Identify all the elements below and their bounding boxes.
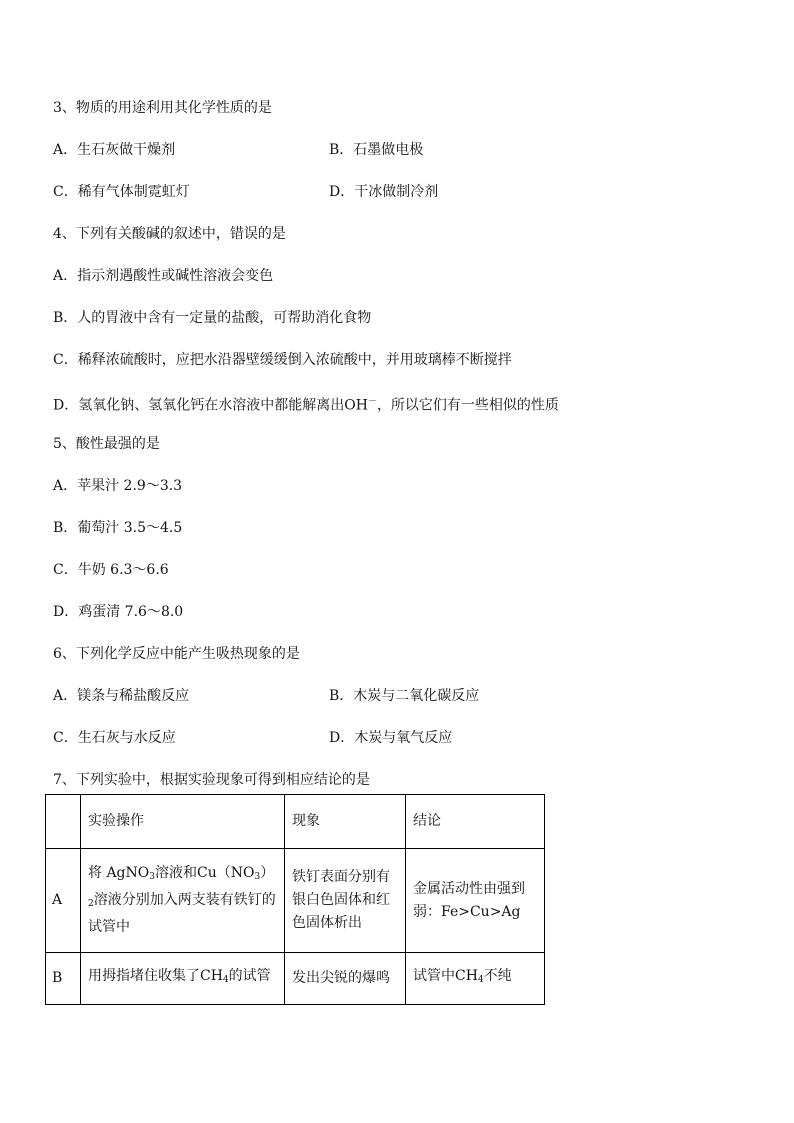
q6-option-d: D．木炭与氧气反应 (329, 730, 453, 746)
header-cell-operation: 实验操作 (81, 795, 285, 849)
q4-option-b: B．人的胃液中含有一定量的盐酸，可帮助消化食物 (53, 310, 372, 326)
op-text: 溶液和Cu（NO (154, 865, 255, 881)
table-header-row (46, 795, 545, 849)
conclusion-cell (406, 953, 545, 1005)
phenomenon-cell: 发出尖锐的爆鸣 (285, 953, 406, 1005)
table-row (46, 849, 545, 953)
table-row (46, 953, 545, 1005)
header-cell-conclusion: 结论 (406, 795, 545, 849)
superscript-charge: － (367, 397, 377, 407)
conc-text: 不纯 (483, 968, 512, 984)
row-label: B (46, 953, 81, 1005)
question-3-stem: 3、物质的用途利用其化学性质的是 (53, 100, 272, 116)
q3-option-c: C．稀有气体制霓虹灯 (53, 184, 190, 200)
op-text: 将 AgNO (88, 865, 150, 881)
q5-option-b: B．葡萄汁 3.5～4.5 (53, 520, 183, 536)
q4-option-d-tail: ，所以它们有一些相似的性质 (376, 397, 559, 414)
conclusion-cell: 金属活动性由强到弱：Fe>Cu>Ag (406, 849, 545, 953)
question-6-stem: 6、下列化学反应中能产生吸热现象的是 (53, 646, 300, 662)
op-text: ） (260, 865, 275, 881)
q4-option-c: C．稀释浓硫酸时，应把水沿器壁缓缓倒入浓硫酸中，并用玻璃棒不断搅拌 (53, 352, 512, 368)
subscript: 4 (477, 975, 484, 985)
subscript: 2 (88, 899, 94, 909)
question-4-stem: 4、下列有关酸碱的叙述中，错误的是 (53, 226, 286, 242)
conc-text: 试管中CH (413, 968, 478, 984)
header-cell-phenomenon: 现象 (285, 795, 406, 849)
subscript: 3 (254, 872, 261, 882)
header-cell-blank (46, 795, 81, 849)
q3-option-d: D．干冰做制冷剂 (329, 184, 439, 200)
q4-option-d (53, 393, 559, 415)
q5-option-c: C．牛奶 6.3～6.6 (53, 562, 169, 578)
experiment-table (45, 794, 545, 1005)
subscript: 4 (222, 975, 229, 985)
phenomenon-cell: 铁钉表面分别有银白色固体和红色固体析出 (285, 849, 406, 953)
q4-option-d-text: D．氢氧化钠、氢氧化钙在水溶液中都能解离出OH (53, 397, 368, 414)
q5-option-a: A．苹果汁 2.9～3.3 (53, 478, 183, 494)
op-text: 用拇指堵住收集了CH (88, 968, 223, 984)
q6-option-c: C．生石灰与水反应 (53, 730, 176, 746)
question-5-stem: 5、酸性最强的是 (53, 436, 160, 452)
q6-option-b: B．木炭与二氧化碳反应 (329, 688, 480, 704)
op-text: 溶液分别加入两支装有铁钉的试管中 (88, 892, 276, 935)
row-label: A (46, 849, 81, 953)
q3-option-a: A．生石灰做干燥剂 (53, 142, 176, 158)
q5-option-d: D．鸡蛋清 7.6～8.0 (53, 604, 184, 620)
question-7-stem: 7、下列实验中，根据实验现象可得到相应结论的是 (53, 772, 370, 788)
operation-cell (81, 849, 285, 953)
q6-option-a: A．镁条与稀盐酸反应 (53, 688, 190, 704)
q4-option-a: A．指示剂遇酸性或碱性溶液会变色 (53, 268, 274, 284)
subscript: 3 (149, 872, 155, 882)
q3-option-b: B．石墨做电极 (329, 142, 424, 158)
operation-cell (81, 953, 285, 1005)
op-text: 的试管 (228, 968, 271, 984)
